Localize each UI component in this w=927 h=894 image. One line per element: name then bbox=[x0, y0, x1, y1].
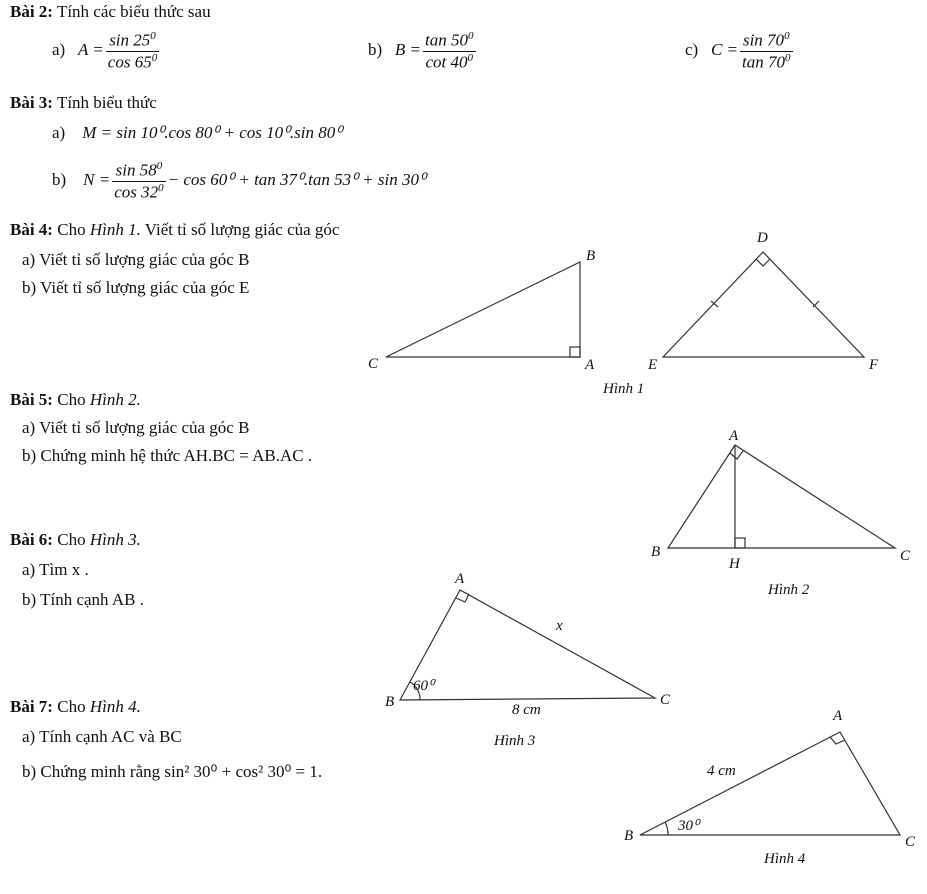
right-angle-mark bbox=[456, 594, 469, 602]
svg-text:4 cm: 4 cm bbox=[707, 763, 736, 779]
triangle-abc bbox=[400, 590, 655, 700]
bai3-heading: Bài 3: Tính biểu thức bbox=[10, 93, 157, 112]
caption: Hình 1 bbox=[603, 381, 645, 397]
svg-text:A: A bbox=[455, 571, 465, 587]
label-d: D bbox=[757, 230, 768, 246]
svg-text:A: A bbox=[833, 708, 843, 724]
svg-text:8 cm: 8 cm bbox=[512, 702, 541, 718]
svg-text:30⁰: 30⁰ bbox=[678, 818, 700, 834]
right-angle-mark bbox=[830, 737, 845, 744]
label-b: B bbox=[586, 248, 596, 264]
svg-text:B: B bbox=[651, 544, 661, 560]
right-angle-mark bbox=[756, 259, 770, 266]
bai4-a: a) Viết tỉ số lượng giác của góc B bbox=[22, 250, 250, 269]
label-f: F bbox=[869, 357, 879, 373]
label-e: E bbox=[648, 357, 658, 373]
svg-text:Hình 3: Hình 3 bbox=[494, 733, 536, 749]
figure-hinh-4 bbox=[624, 708, 916, 867]
svg-text:B: B bbox=[624, 828, 634, 844]
bai5-a: a) Viết tỉ số lượng giác của góc B bbox=[22, 418, 250, 437]
svg-text:Hình 4: Hình 4 bbox=[764, 851, 806, 867]
svg-text:C: C bbox=[660, 692, 671, 708]
right-angle-mark bbox=[570, 347, 580, 357]
svg-text:A: A bbox=[729, 428, 739, 444]
bai2-a: a) A = $\frac{\sin 25^0}{\cos 65^0}$ bbox=[52, 30, 158, 72]
label-a: A bbox=[585, 357, 595, 373]
figure-hinh-2 bbox=[651, 428, 911, 598]
bai4-b: b) Viết tỉ số lượng giác của góc E bbox=[22, 278, 250, 297]
bai6-a: a) Tìm x . bbox=[22, 560, 89, 579]
svg-text:B: B bbox=[385, 694, 395, 710]
bai3-b: b) N = $\frac{\sin 58^0}{\cos 32^0}$ − cos 60⁰ + tan 37⁰.tan 53⁰ + sin 30⁰ bbox=[52, 160, 426, 202]
svg-text:C: C bbox=[900, 548, 911, 564]
triangle-abc bbox=[386, 262, 580, 357]
triangle-def bbox=[663, 252, 864, 357]
bai2-b: b) B = $\frac{\tan 50^0}{\cot 40^0}$ bbox=[368, 30, 474, 72]
bai7-a: a) Tính cạnh AC và BC bbox=[22, 727, 182, 746]
svg-text:60⁰: 60⁰ bbox=[413, 678, 435, 694]
bai5-b: b) Chứng minh hệ thức AH.BC = AB.AC . bbox=[22, 446, 313, 465]
svg-text:x: x bbox=[556, 618, 563, 634]
figure-hinh-1 bbox=[368, 230, 879, 397]
svg-text:Hình 2: Hình 2 bbox=[768, 582, 810, 598]
bai6-heading: Bài 6: Cho Hình 3. bbox=[10, 530, 141, 549]
bai6-b: b) Tính cạnh AB . bbox=[22, 590, 144, 609]
bai7-heading: Bài 7: Cho Hình 4. bbox=[10, 697, 141, 716]
bai3-a: a) M = sin 10⁰.cos 80⁰ + cos 10⁰.sin 80⁰ bbox=[52, 123, 343, 142]
figure-hinh-3 bbox=[385, 571, 671, 749]
svg-text:H: H bbox=[729, 556, 740, 572]
angle-arc bbox=[665, 822, 668, 835]
svg-text:C: C bbox=[905, 834, 916, 850]
tick-mark bbox=[813, 301, 819, 307]
triangle-abc bbox=[668, 445, 895, 548]
bai7-b: b) Chứng minh rằng sin² 30⁰ + cos² 30⁰ = 1. bbox=[22, 762, 323, 781]
bai2-c: c) C = $\frac{\sin 70^0}{\tan 70^0}$ bbox=[685, 30, 791, 72]
bai2-heading: Bài 2: Tính các biểu thức sau bbox=[10, 2, 211, 21]
label-c: C bbox=[368, 356, 379, 372]
right-angle-mark bbox=[735, 538, 745, 548]
right-angle-mark bbox=[730, 451, 743, 459]
bai4-heading: Bài 4: Cho Hình 1. Viết tỉ số lượng giác của góc bbox=[10, 220, 340, 239]
bai5-heading: Bài 5: Cho Hình 2. bbox=[10, 390, 141, 409]
